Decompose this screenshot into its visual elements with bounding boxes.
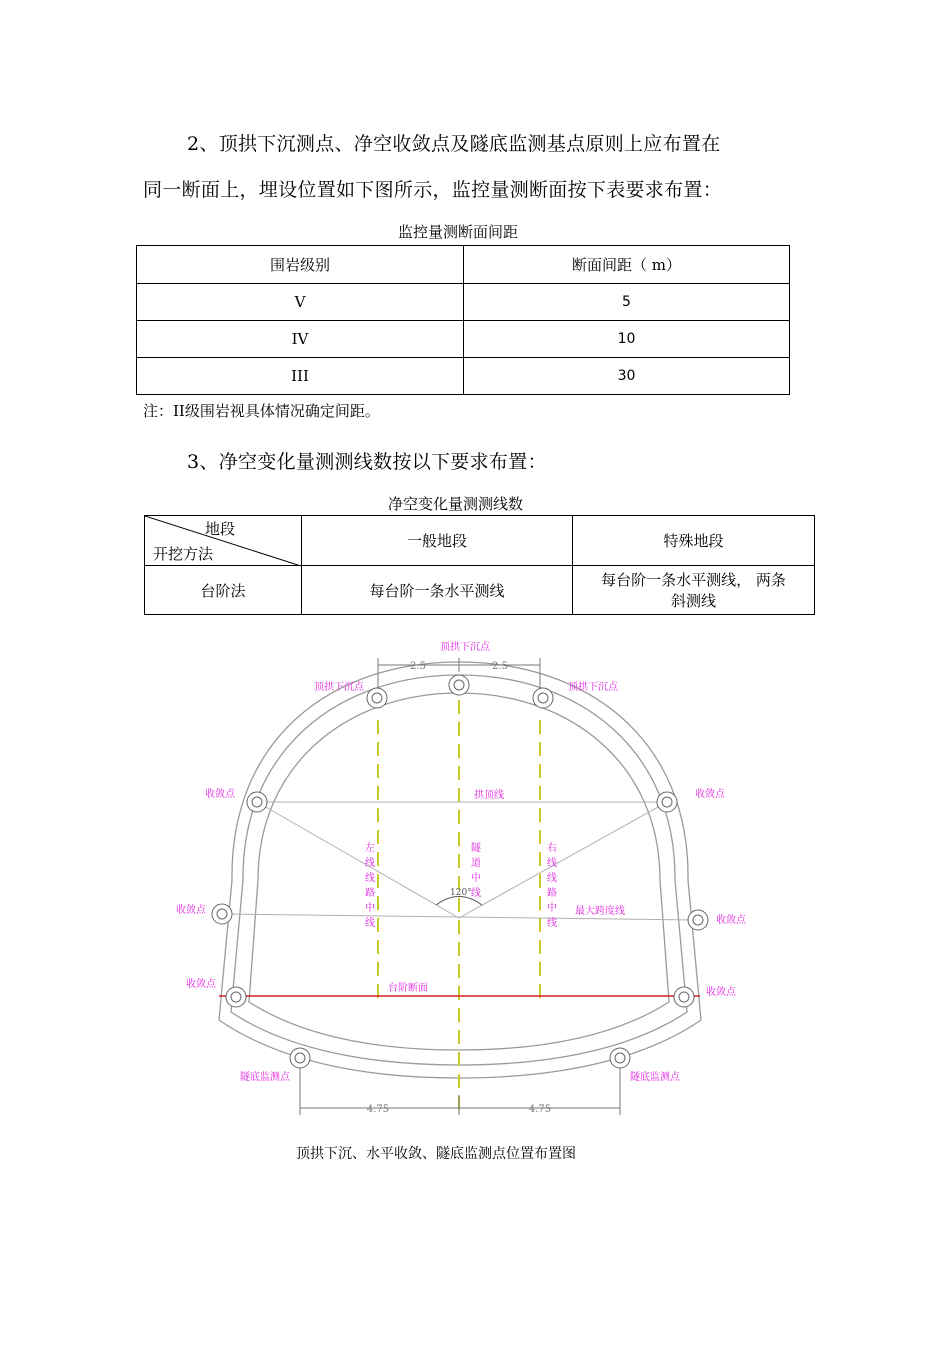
header-rock-grade: 围岩级别 [137, 246, 464, 284]
point-conv-left-mid [212, 904, 232, 924]
section3-line1: 3、净空变化量测测线数按以下要求布置： [187, 451, 547, 473]
point-conv-right-upper [657, 792, 677, 812]
special-lines-text-2: 斜测线 [670, 592, 716, 610]
max-span-line [222, 914, 698, 920]
header-general-section: 一般地段 [302, 516, 573, 566]
measuring-lines-table [144, 515, 815, 615]
point-base-right [610, 1048, 630, 1068]
table-row [137, 358, 790, 395]
table-row [137, 321, 790, 358]
label-conv-left-upper: 收敛点 [205, 789, 235, 800]
point-top-left [367, 688, 387, 708]
general-lines-cell: 每台阶一条水平测线 [302, 566, 573, 615]
bottom-dim-left: 4.75 [366, 1104, 390, 1115]
section2-line2: 同一断面上，埋设位置如下图所示，监控量测断面按下表要求布置： [143, 179, 723, 201]
table1-note: 注：II级围岩视具体情况确定间距。 [143, 402, 380, 420]
corner-method-label: 开挖方法 [153, 545, 214, 563]
label-base-right: 隧底监测点 [630, 1072, 680, 1083]
top-dim-left: 2.5 [410, 661, 426, 672]
spacing-table [136, 245, 790, 395]
spacing-cell: 10 [464, 321, 790, 358]
figure-caption: 顶拱下沉、水平收敛、隧底监测点位置布置图 [296, 1146, 576, 1162]
special-lines-cell [573, 566, 815, 615]
table-row [145, 566, 815, 615]
label-conv-right-mid: 收敛点 [716, 915, 746, 926]
right-diagonal-line [459, 802, 667, 918]
label-conv-left-low: 收敛点 [186, 979, 216, 990]
bottom-dim-right: 4.75 [528, 1104, 552, 1115]
label-conv-left-mid: 收敛点 [176, 905, 206, 916]
label-center-line: 隧道中线 [468, 842, 480, 902]
corner-header-cell [145, 516, 302, 566]
label-arch-line: 拱顶线 [474, 790, 504, 801]
tunnel-monitoring-diagram [170, 636, 770, 1126]
label-top-left: 顶拱下沉点 [314, 682, 364, 693]
label-bench-line: 台阶断面 [388, 983, 428, 994]
point-top-right [533, 688, 553, 708]
label-base-left: 隧底监测点 [240, 1072, 290, 1083]
corner-section-label: 地段 [205, 520, 236, 538]
point-base-left [290, 1048, 310, 1068]
rock-grade-cell: III [137, 358, 464, 395]
rock-grade-cell: IV [137, 321, 464, 358]
top-dim-right: 2.5 [492, 661, 508, 672]
table-header-row [145, 516, 815, 566]
table1-caption: 监控量测断面间距 [398, 223, 519, 241]
table-header-row [137, 246, 790, 284]
left-diagonal-line [257, 802, 459, 918]
label-top-center: 顶拱下沉点 [440, 642, 490, 653]
header-special-section: 特殊地段 [573, 516, 815, 566]
label-angle: 120° [450, 888, 472, 898]
table2-caption: 净空变化量测测线数 [388, 495, 524, 513]
spacing-cell: 30 [464, 358, 790, 395]
header-section-spacing: 断面间距（ m） [464, 246, 790, 284]
point-top-center [449, 675, 469, 695]
label-top-right: 顶拱下沉点 [568, 682, 618, 693]
point-conv-left-low [226, 987, 246, 1007]
label-max-span: 最大跨度线 [575, 906, 625, 917]
point-conv-left-upper [247, 792, 267, 812]
label-conv-right-low: 收敛点 [706, 987, 736, 998]
method-cell: 台阶法 [145, 566, 302, 615]
point-conv-right-mid [688, 910, 708, 930]
section2-line1: 2、顶拱下沉测点、净空收敛点及隧底监测基点原则上应布置在 [187, 133, 721, 155]
label-left-line: 左线线路中线 [362, 842, 374, 932]
point-conv-right-low [674, 987, 694, 1007]
spacing-cell: 5 [464, 284, 790, 321]
label-conv-right-upper: 收敛点 [695, 789, 725, 800]
special-lines-text-1: 每台阶一条水平测线， 两条 [601, 571, 786, 589]
table-row [137, 284, 790, 321]
label-right-line: 右线线路中线 [544, 842, 556, 932]
rock-grade-cell: V [137, 284, 464, 321]
